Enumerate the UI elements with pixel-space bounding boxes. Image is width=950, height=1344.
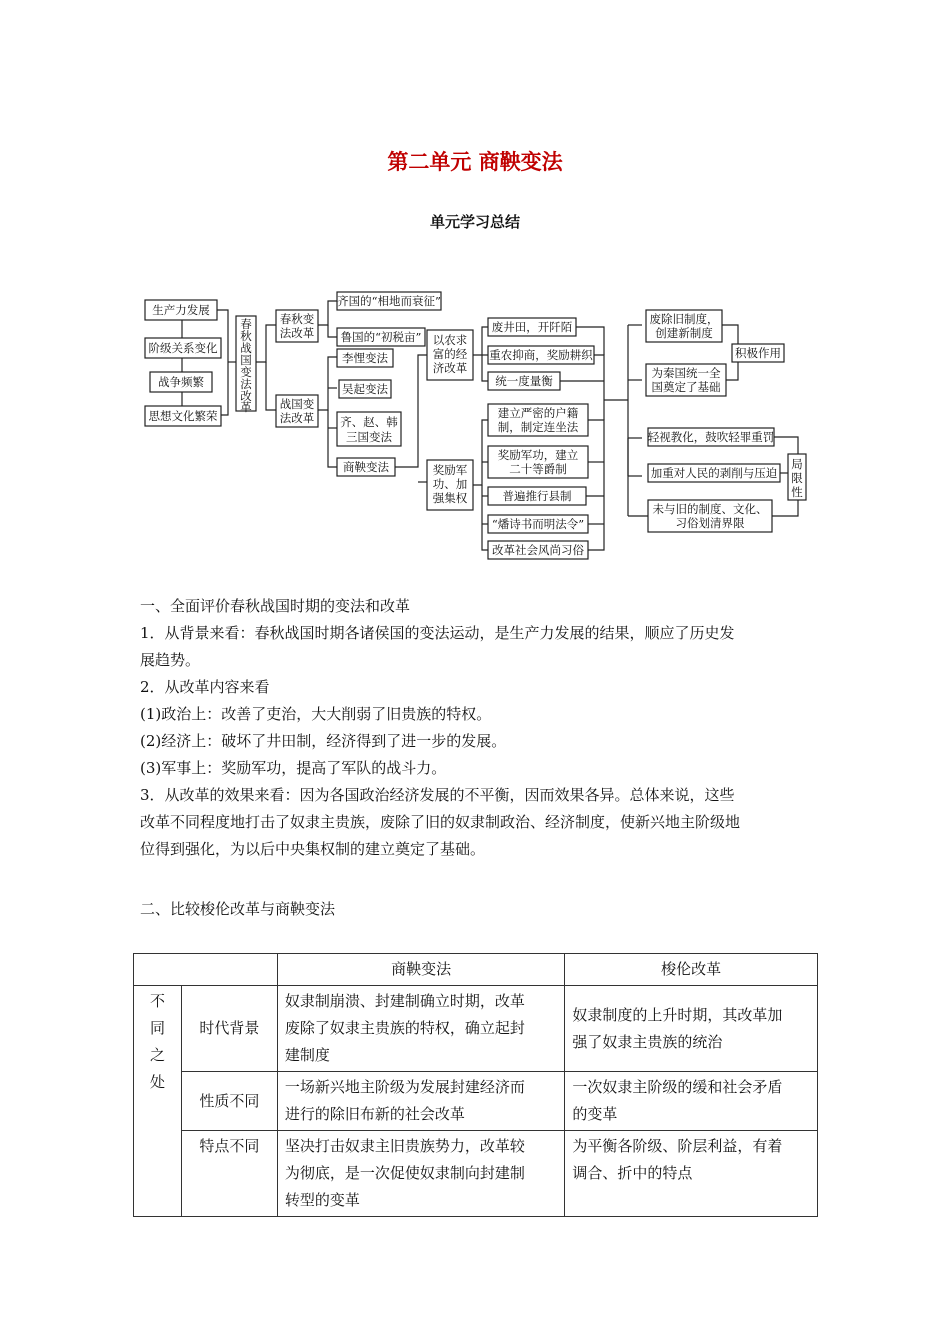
center-char: 战 [240, 341, 252, 355]
center-char: 变 [240, 365, 252, 379]
table-row [134, 1072, 818, 1131]
box-text: 未与旧的制度、文化、 [652, 502, 768, 516]
section-two-heading-wrap [140, 896, 810, 923]
center-char: 国 [240, 353, 252, 367]
cell-line: 坚决打击奴隶主旧贵族势力，改革较 [284, 1137, 525, 1155]
box-text: 以农求 [432, 333, 468, 347]
box-text: 济改革 [432, 361, 468, 375]
table-cell [565, 1131, 818, 1217]
cause-text: 战争频繁 [158, 375, 204, 389]
center-char: 春 [240, 317, 252, 331]
section-subtitle: 单元学习总结 [429, 213, 520, 231]
table-cell [277, 986, 565, 1072]
center-char: 法 [240, 377, 252, 391]
table-header-row [134, 954, 818, 986]
box-text: 李悝变法 [342, 351, 388, 365]
row-label-cell: 性质不同 [181, 1072, 277, 1131]
box-text: 加重对人民的剥削与压迫 [650, 466, 778, 480]
row-label-cell: 特点不同 [181, 1131, 277, 1217]
paragraph-line: (2)经济上：破坏了井田制，经济得到了进一步的发展。 [140, 732, 507, 750]
cell-line: 进行的除旧布新的社会改革 [284, 1105, 465, 1123]
table-cell [565, 1072, 818, 1131]
cause-text: 思想文化繁荣 [148, 409, 218, 423]
section-heading: 二、比较梭伦改革与商鞅变法 [140, 900, 336, 918]
box-text: 建立严密的户籍 [497, 406, 579, 420]
box-text: 为秦国统一全 [651, 366, 721, 380]
table-row [134, 1131, 818, 1217]
table-cell [277, 1072, 565, 1131]
paragraph-line: 改革不同程度地打击了奴隶主贵族，废除了旧的奴隶制政治、经济制度，使新兴地主阶级地 [140, 813, 741, 831]
center-char: 秋 [240, 329, 252, 343]
cell-line: 的变革 [572, 1105, 618, 1123]
cell-line: 奴隶制崩溃、封建制确立时期，改革 [284, 992, 525, 1010]
box-text: 功、加 [432, 477, 468, 491]
table-cell [565, 986, 818, 1072]
box-text: 轻视教化，鼓吹轻罪重罚 [647, 430, 775, 444]
group-label-cell [134, 986, 182, 1217]
box-text: 奖励军 [432, 463, 468, 477]
center-char: 革 [240, 400, 252, 414]
table-row [134, 986, 818, 1072]
box-text: 二十等爵制 [509, 462, 567, 476]
section-one [140, 593, 810, 863]
box-text: 奖励军功，建立 [497, 448, 579, 462]
box-text: 废除旧制度， [649, 312, 719, 326]
cell-line: 奴隶制度的上升时期，其改革加 [572, 1005, 783, 1024]
box-text: 吴起变法 [342, 382, 388, 396]
cell-line: 强了奴隶主贵族的统治 [572, 1032, 723, 1051]
comparison-table [133, 953, 818, 1217]
center-char: 改 [240, 389, 252, 403]
group-char: 同 [149, 1019, 165, 1037]
paragraph-line: 位得到强化，为以后中央集权制的建立奠定了基础。 [140, 840, 486, 858]
cause-text: 阶级关系变化 [148, 341, 218, 355]
box-text: 普遍推行县制 [502, 489, 572, 503]
page-title: 第二单元 商鞅变法 [387, 150, 563, 174]
paragraph-line: (3)军事上：奖励军功，提高了军队的战斗力。 [140, 759, 447, 777]
paragraph-line: 展趋势。 [140, 651, 201, 669]
cell-line: 为平衡各阶级、阶层利益，有着 [572, 1137, 783, 1155]
paragraph-line: (1)政治上：改善了吏治，大大削弱了旧贵族的特权。 [140, 705, 492, 723]
box-text: 改革社会风尚习俗 [492, 543, 584, 557]
cell-line: 建制度 [284, 1046, 330, 1064]
cell-line: 为彻底，是一次促使奴隶制向封建制 [284, 1164, 525, 1182]
box-text: 法改革 [279, 411, 315, 425]
box-text: 齐、赵、韩 [340, 415, 398, 429]
box-text: “燔诗书而明法令” [491, 517, 585, 531]
cell-line: 一场新兴地主阶级为发展封建经济而 [284, 1078, 525, 1096]
box-text: 法改革 [279, 326, 315, 340]
box-text: 富的经 [432, 347, 468, 361]
box-text: 国奠定了基础 [651, 380, 721, 394]
cell-line: 一次奴隶主阶级的缓和社会矛盾 [572, 1078, 783, 1096]
box-text: 习俗划清界限 [675, 516, 745, 530]
box-text: 制，制定连坐法 [497, 420, 579, 434]
box-text: 春秋变 [279, 312, 315, 326]
box-text: 局 [791, 457, 803, 471]
table-cell [277, 1131, 565, 1217]
group-char: 不 [149, 992, 165, 1010]
box-text: 统一度量衡 [495, 374, 553, 388]
cell-line: 转型的变革 [284, 1191, 360, 1209]
paragraph-line: 2．从改革内容来看 [140, 678, 270, 696]
box-text: 积极作用 [735, 346, 781, 360]
cell-line: 废除了奴隶主贵族的特权，确立起封 [284, 1019, 525, 1037]
box-text: 鲁国的“初税亩” [340, 330, 422, 344]
table-header-cell: 商鞅变法 [277, 954, 565, 986]
box-text: 战国变 [279, 397, 315, 411]
cell-line: 调合、折中的特点 [572, 1164, 693, 1182]
box-text: 商鞅变法 [343, 460, 389, 474]
box-text: 限 [791, 471, 803, 485]
box-text: 重农抑商，奖励耕织 [489, 348, 593, 362]
box-text: 创建新制度 [655, 326, 713, 340]
box-text: 废井田，开阡陌 [491, 320, 573, 334]
box-text: 性 [791, 485, 803, 499]
table-header-cell: 梭伦改革 [565, 954, 818, 986]
paragraph-line: 1．从背景来看：春秋战国时期各诸侯国的变法运动，是生产力发展的结果，顺应了历史发 [140, 624, 735, 642]
box-text: 齐国的“相地而衰征” [337, 294, 441, 308]
section-heading: 一、全面评价春秋战国时期的变法和改革 [140, 597, 411, 615]
group-char: 之 [149, 1046, 165, 1064]
paragraph-line: 3．从改革的效果来看：因为各国政治经济发展的不平衡，因而效果各异。总体来说，这些 [140, 786, 735, 804]
cause-text: 生产力发展 [152, 303, 210, 317]
box-text: 三国变法 [346, 430, 392, 444]
group-char: 处 [149, 1073, 165, 1091]
row-label-cell: 时代背景 [181, 986, 277, 1072]
table-corner-cell [134, 954, 278, 986]
box-text: 强集权 [432, 491, 468, 505]
knowledge-structure-diagram [0, 280, 950, 570]
